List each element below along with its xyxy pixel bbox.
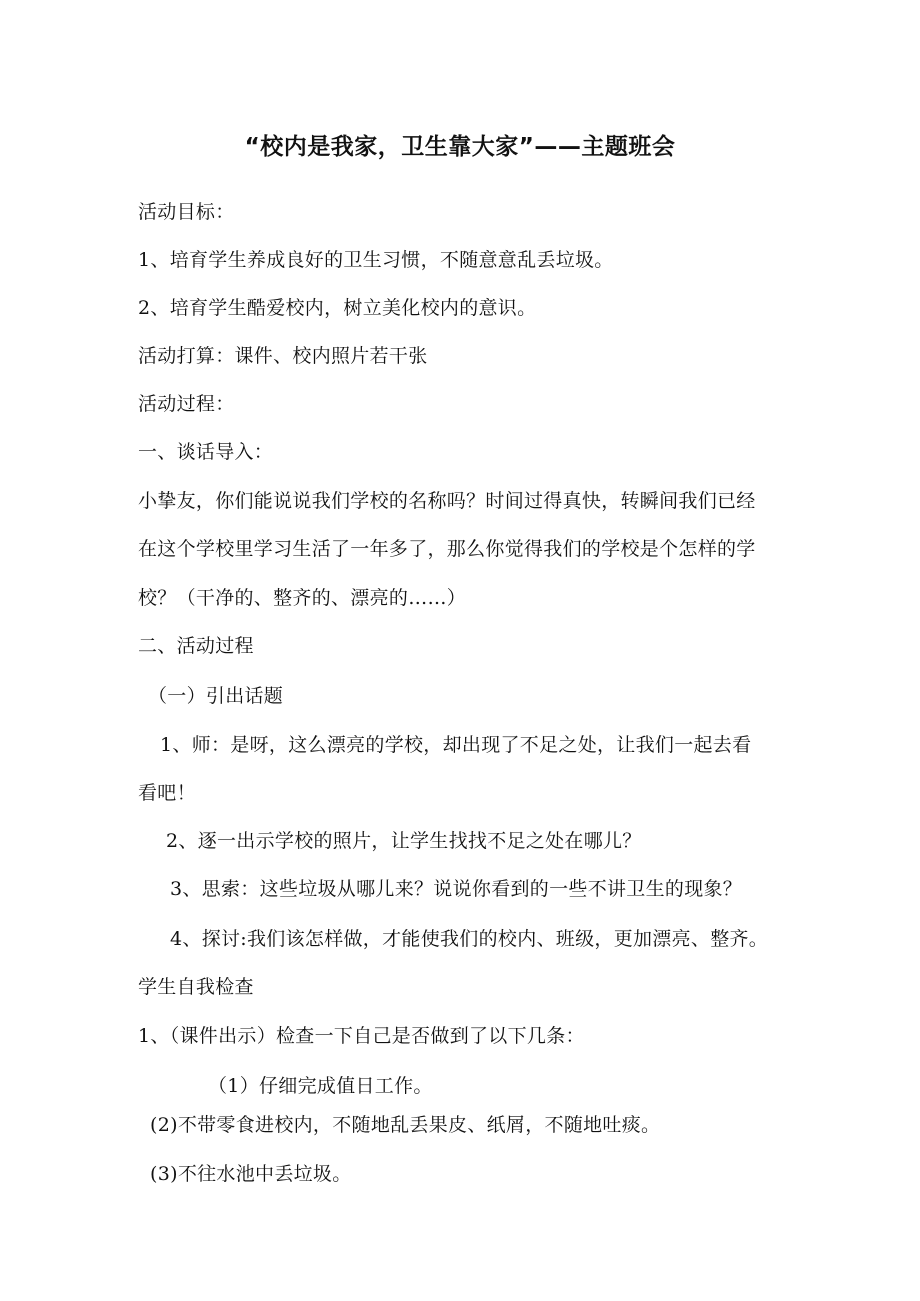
text-line: (2)不带零食进校内，不随地乱丢果皮、纸屑，不随地吐痰。	[150, 1114, 661, 1136]
text-line: (3)不往水池中丢垃圾。	[150, 1163, 352, 1185]
text-line: 活动目标：	[138, 201, 235, 223]
text-line: 4、探讨:我们该怎样做，才能使我们的校内、班级，更加漂亮、整齐。	[170, 928, 769, 950]
text-line: 1、师：是呀，这么漂亮的学校，却出现了不足之处，让我们一起去看	[160, 734, 752, 756]
text-line: 活动打算：课件、校内照片若干张	[138, 345, 428, 367]
text-line: 在这个学校里学习生活了一年多了，那么你觉得我们的学校是个怎样的学	[138, 538, 756, 560]
text-line: 2、培育学生酷爱校内，树立美化校内的意识。	[138, 297, 537, 319]
text-line: 一、谈话导入：	[138, 441, 274, 463]
text-line: 小挚友，你们能说说我们学校的名称吗？时间过得真快，转瞬间我们已经	[138, 490, 756, 512]
text-line: 活动过程：	[138, 393, 235, 415]
page-title: “校内是我家，卫生靠大家”——主题班会	[244, 134, 676, 160]
text-line: 看吧！	[138, 782, 196, 804]
text-line: 二、活动过程	[138, 635, 254, 657]
text-line: 1、培育学生养成良好的卫生习惯，不随意意乱丢垃圾。	[138, 249, 614, 271]
text-line: 3、思索：这些垃圾从哪儿来？说说你看到的一些不讲卫生的现象？	[170, 878, 743, 900]
text-line: （一）引出话题	[148, 685, 284, 707]
text-line: 校？（干净的、整齐的、漂亮的……）	[138, 587, 467, 609]
text-line: 学生自我检查	[138, 976, 254, 998]
text-line: 2、逐一出示学校的照片，让学生找找不足之处在哪儿？	[166, 830, 642, 852]
text-line: 1、（课件出示）检查一下自己是否做到了以下几条：	[138, 1025, 585, 1047]
text-line: （1）仔细完成值日工作。	[208, 1075, 433, 1097]
